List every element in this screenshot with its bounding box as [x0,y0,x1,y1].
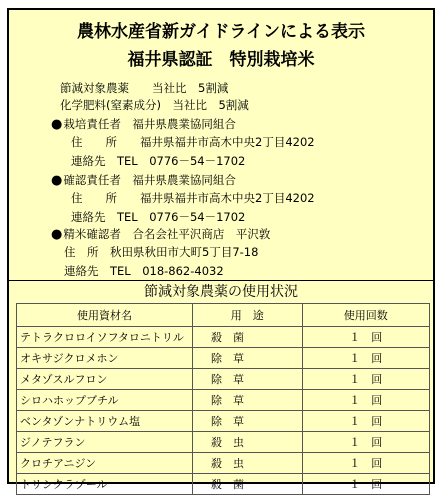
material-name: メタゾスルフロン [17,369,193,390]
usage-count: １ 回 [302,453,429,474]
cultivation-contact: 連絡先 TEL 0776－54－1702 [71,154,246,168]
material-name: ジノテフラン [17,432,193,453]
usage-count: １ 回 [302,327,429,348]
confirmation-responsible [51,172,236,189]
material-name: シロハホップブチル [17,390,193,411]
material-purpose: 殺 菌 [192,474,302,495]
cultivation-responsible [51,116,236,133]
bullet-icon: ● [51,227,63,242]
milling-address: 住 所 秋田県秋田市大町5丁目7-18 [64,245,259,259]
usage-count: １ 回 [302,390,429,411]
usage-count: １ 回 [302,411,429,432]
milling-confirmer-text: 精米確認者 合名会社平沢商店 平沢敦 [63,227,271,241]
table-row [17,369,430,390]
bullet-icon: ● [51,173,63,188]
material-name: クロチアニジン [17,453,193,474]
table-row [17,432,430,453]
table-row [17,411,430,432]
table-row [17,453,430,474]
material-purpose: 除 草 [192,390,302,411]
material-name: オキサジクロメホン [17,348,193,369]
milling-contact: 連絡先 TEL 018-862-4032 [64,264,224,278]
table-row [17,348,430,369]
material-name: トリシクラゾール [17,474,193,495]
usage-count: １ 回 [302,474,429,495]
table-row [17,390,430,411]
cultivation-address: 住 所 福井県福井市高木中央2丁目4202 [71,135,315,149]
usage-count: １ 回 [302,369,429,390]
material-purpose: 除 草 [192,348,302,369]
confirmation-address: 住 所 福井県福井市高木中央2丁目4202 [71,191,315,205]
confirmation-contact: 連絡先 TEL 0776－54－1702 [71,210,246,224]
milling-confirmer [51,226,270,243]
column-header-purpose: 用 途 [192,304,302,327]
pesticide-usage-table [16,303,430,495]
usage-section-title: 節減対象農薬の使用状況 [9,280,433,303]
material-name: テトラクロロイソフタロニトリル [17,327,193,348]
column-header-material: 使用資材名 [17,304,193,327]
bullet-icon: ● [51,117,63,132]
usage-count: １ 回 [302,432,429,453]
table-header-row [17,304,430,327]
material-name: ベンタゾンナトリウム塩 [17,411,193,432]
label-panel [7,8,435,491]
cultivation-responsible-text: 栽培責任者 福井県農業協同組合 [63,117,236,131]
material-purpose: 殺 虫 [192,453,302,474]
material-purpose: 除 草 [192,369,302,390]
usage-count: １ 回 [302,348,429,369]
material-purpose: 除 草 [192,411,302,432]
column-header-count: 使用回数 [302,304,429,327]
table-row [17,327,430,348]
fertilizer-reduction: 化学肥料(窒素成分) 当社比 5割減 [60,98,249,112]
confirmation-responsible-text: 確認責任者 福井県農業協同組合 [63,173,236,187]
pesticide-reduction: 節減対象農薬 当社比 5割減 [60,81,229,95]
headline-guideline: 農林水産省新ガイドラインによる表示 [77,22,365,42]
material-purpose: 殺 菌 [192,327,302,348]
headline-certification: 福井県認証 特別栽培米 [127,50,315,70]
material-purpose: 殺 虫 [192,432,302,453]
table-row [17,474,430,495]
